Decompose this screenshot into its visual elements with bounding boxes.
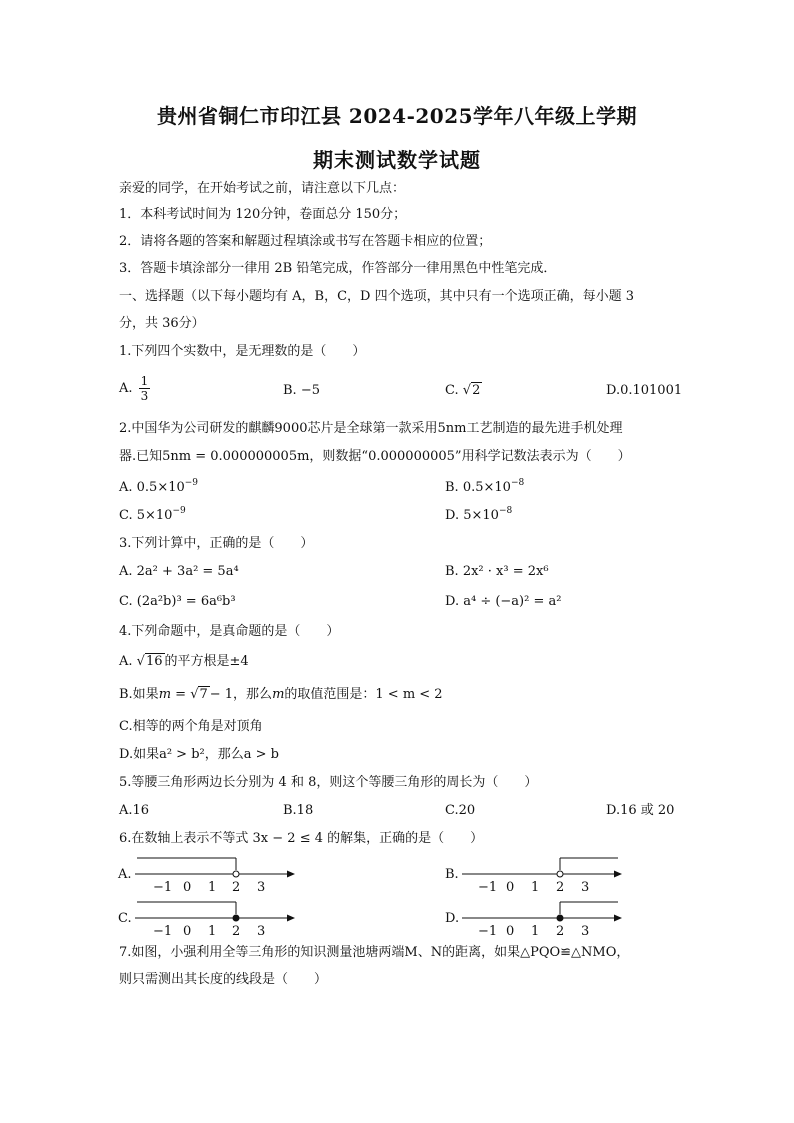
arrow-icon	[614, 915, 622, 922]
q4-option-b	[119, 686, 443, 704]
tick-label: 1	[531, 924, 540, 939]
option-label: C.	[118, 911, 132, 926]
q2-option-b	[445, 479, 524, 497]
tick-label: 2	[556, 880, 565, 895]
intro-note-2: 2．请将各题的答案和解题过程填涂或书写在答题卡相应的位置；	[119, 234, 492, 249]
option-base: D. 5×10	[445, 508, 499, 523]
option-exponent: −9	[184, 478, 199, 488]
tick-label: 2	[556, 924, 565, 939]
question-3-stem: 3.下列计算中，正确的是（ ）	[119, 536, 314, 551]
option-base: B. 0.5×10	[445, 480, 511, 495]
tick-label: 3	[257, 880, 266, 895]
q3-option-b: B. 2x² · x³ = 2x⁶	[445, 564, 549, 579]
number-line-a	[115, 852, 305, 896]
q3-option-d: D. a⁴ ÷ (−a)² = a²	[445, 594, 562, 609]
exam-subtitle: 期末测试数学试题	[313, 148, 481, 172]
option-text: 的平方根是±4	[164, 654, 249, 669]
question-6-stem: 6.在数轴上表示不等式 3x − 2 ≤ 4 的解集，正确的是（ ）	[119, 831, 484, 846]
fraction-denominator: 3	[140, 389, 149, 403]
q1-option-c	[445, 382, 482, 400]
option-exponent: −9	[172, 506, 186, 516]
q2-option-d	[445, 507, 512, 525]
option-label: B.如果	[119, 687, 159, 702]
sqrt-expression: √2	[462, 383, 481, 398]
q2-option-a	[119, 479, 198, 497]
tick-label: −1	[153, 880, 173, 895]
tick-label: 1	[208, 924, 217, 939]
tick-label: 0	[183, 924, 192, 939]
closed-circle-icon	[233, 915, 239, 921]
q2-option-c	[119, 507, 186, 525]
option-label: A.	[118, 867, 132, 882]
intro-greeting: 亲爱的同学，在开始考试之前，请注意以下几点：	[119, 181, 406, 196]
tick-label: 1	[531, 880, 540, 895]
question-7-stem: 7.如图，小强利用全等三角形的知识测量池塘两端M、N的距离，如果△PQO≌△NMO，	[119, 945, 630, 960]
section-heading: 一、选择题（以下每小题均有 A，B，C，D 四个选项，其中只有一个选项正确，每小题 3	[119, 289, 634, 304]
question-5-stem: 5.等腰三角形两边长分别为 4 和 8，则这个等腰三角形的周长为（ ）	[119, 775, 538, 790]
tick-label: −1	[153, 924, 173, 939]
question-7-stem-cont: 则只需测出其长度的线段是（ ）	[119, 972, 328, 987]
q3-option-a: A. 2a² + 3a² = 5a⁴	[119, 564, 239, 579]
number-line-c	[115, 896, 305, 940]
section-heading-cont: 分，共 36分）	[119, 316, 205, 331]
radicand: 16	[145, 654, 163, 669]
number-line-d	[442, 896, 632, 940]
option-base: C. 5×10	[119, 508, 173, 523]
option-exponent: −8	[510, 478, 525, 488]
closed-circle-icon	[557, 915, 563, 921]
q1-option-b: B. −5	[283, 383, 320, 398]
fraction-numerator: 1	[140, 374, 149, 388]
tick-label: 3	[581, 924, 590, 939]
q1-option-d: D.0.101001	[606, 383, 683, 398]
question-1-stem: 1.下列四个实数中，是无理数的是（ ）	[119, 344, 366, 359]
option-label: C.	[445, 383, 459, 398]
option-exponent: −8	[498, 506, 513, 516]
option-label: A.	[119, 654, 133, 669]
arrow-icon	[287, 871, 295, 878]
exam-title: 贵州省铜仁市印江县 2024-2025学年八年级上学期	[156, 104, 638, 128]
q5-option-d: D.16 或 20	[606, 803, 675, 818]
tick-label: 2	[232, 924, 241, 939]
math-expression: m =	[158, 687, 187, 702]
tick-label: 3	[257, 924, 266, 939]
option-label: A.	[119, 381, 133, 396]
open-circle-icon	[233, 871, 239, 877]
tick-label: 2	[232, 880, 241, 895]
fraction	[139, 374, 151, 403]
radicand: 2	[472, 383, 481, 398]
number-line-b	[442, 852, 632, 896]
option-label: D.	[445, 911, 460, 926]
q5-option-b: B.18	[283, 803, 314, 818]
q5-option-a: A.16	[119, 803, 150, 818]
arrow-icon	[287, 915, 295, 922]
tick-label: 0	[183, 880, 192, 895]
sqrt-expression: √7	[190, 687, 208, 702]
arrow-icon	[614, 871, 622, 878]
q5-option-c: C.20	[445, 803, 476, 818]
tick-label: 1	[208, 880, 217, 895]
tick-label: 3	[581, 880, 590, 895]
radicand: 7	[199, 687, 208, 702]
question-4-stem: 4.下列命题中，是真命题的是（ ）	[119, 624, 340, 639]
option-base: A. 0.5×10	[119, 480, 185, 495]
option-text: − 1，那么	[209, 687, 273, 702]
math-variable: m	[272, 687, 285, 702]
sqrt-expression: √16	[136, 654, 163, 669]
q4-option-a	[119, 653, 249, 671]
q3-option-c: C. (2a²b)³ = 6a⁶b³	[119, 594, 236, 609]
tick-label: −1	[478, 880, 498, 895]
intro-note-1: 1．本科考试时间为 120分钟，卷面总分 150分；	[119, 207, 407, 222]
q4-option-c: C.相等的两个角是对顶角	[119, 719, 263, 734]
question-2-stem: 2.中国华为公司研发的麒麟9000芯片是全球第一款采用5nm工艺制造的最先进手机处理	[119, 421, 623, 436]
question-2-stem-cont: 器.已知5nm = 0.000000005m，则数据“0.000000005”用科学记数法表示为（ ）	[119, 449, 631, 464]
tick-label: −1	[478, 924, 498, 939]
intro-note-3: 3．答题卡填涂部分一律用 2B 铅笔完成，作答部分一律用黑色中性笔完成．	[119, 261, 557, 276]
q4-option-d: D.如果a² > b²，那么a > b	[119, 747, 279, 762]
q1-option-a	[119, 374, 150, 403]
option-label: B.	[445, 867, 459, 882]
option-text: 的取值范围是：1 < m < 2	[284, 687, 443, 702]
tick-label: 0	[506, 924, 515, 939]
tick-label: 0	[506, 880, 515, 895]
open-circle-icon	[557, 871, 563, 877]
